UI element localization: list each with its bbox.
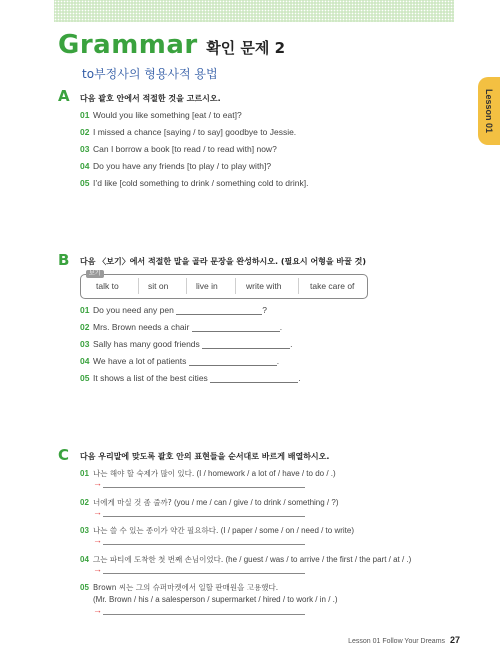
grammar-title: Grammar	[58, 30, 198, 60]
topic-title: to부정사의 형용사적 용법	[82, 67, 218, 81]
section-b-item: 01 Do you need any pen ?	[80, 305, 267, 315]
answer-blank[interactable]	[210, 375, 298, 383]
lesson-tab	[478, 77, 500, 145]
word-box-item: sit on	[148, 281, 169, 291]
word-box-item: live in	[196, 281, 218, 291]
section-a-item: 03 Can I borrow a book [to read / to read with] now?	[80, 144, 277, 154]
word-box-item: write with	[246, 281, 282, 291]
answer-blank[interactable]	[192, 324, 280, 332]
section-b-item: 03 Sally has many good friends .	[80, 339, 293, 349]
section-c-item: 01 나는 해야 할 숙제가 많이 있다. (I / homework / a lot of / have / to do / .)	[80, 469, 336, 478]
section-c-item: 03 나는 쓸 수 있는 종이가 약간 필요하다. (I / paper / some / on / need / to write)	[80, 526, 355, 535]
header-pattern-band	[54, 0, 454, 22]
section-c-item: 02 너에게 마실 것 좀 줄까? (you / me / can / give / to drink / something / ?)	[80, 498, 339, 507]
page-footer	[348, 635, 460, 645]
section-b-letter: B	[58, 251, 70, 269]
section-b-item: 05 It shows a list of the best cities .	[80, 373, 301, 383]
section-c-item: 04 그는 파티에 도착한 첫 번째 손님이었다. (he / guest / was / to arrive / the first / the part / at / .)	[80, 555, 412, 564]
page-number: 27	[449, 635, 460, 645]
section-c-item-hint: (Mr. Brown / his / a salesperson / supermarket / hired / to work / in / .)	[93, 595, 338, 604]
page-header	[58, 30, 285, 60]
word-box-item: take care of	[310, 281, 355, 291]
section-b-item: 04 We have a lot of patients .	[80, 356, 280, 366]
word-box-label: 보기	[86, 270, 104, 278]
section-a-item: 04 Do you have any friends [to play / to play with]?	[80, 161, 272, 171]
word-box-divider	[138, 278, 139, 294]
word-box-item: talk to	[96, 281, 119, 291]
section-a-letter: A	[58, 87, 70, 105]
footer-title: Follow Your Dreams	[382, 638, 446, 645]
answer-blank[interactable]	[202, 341, 290, 349]
word-box-divider	[186, 278, 187, 294]
section-c-item: 05 Brown 씨는 그의 슈퍼마켓에서 일할 판매원을 고용했다.	[80, 583, 279, 592]
answer-blank[interactable]	[176, 307, 262, 315]
section-c-letter: C	[58, 446, 70, 464]
word-box-divider	[235, 278, 236, 294]
section-a-item: 01 Would you like something [eat / to eat]?	[80, 110, 242, 120]
section-a-instruction: 다음 괄호 안에서 적절한 것을 고르시오.	[80, 94, 221, 103]
answer-blank[interactable]	[189, 358, 277, 366]
word-box-divider	[298, 278, 299, 294]
section-a-item: 05 I’d like [cold something to drink / something cold to drink].	[80, 178, 309, 188]
header-subtitle: 확인 문제 2	[206, 39, 286, 57]
section-c-instruction: 다음 우리말에 맞도록 괄호 안의 표현들을 순서대로 바르게 배열하시오.	[80, 452, 330, 461]
lesson-tab-label: Lesson 01	[484, 88, 494, 134]
section-b-item: 02 Mrs. Brown needs a chair .	[80, 322, 283, 332]
section-a-item: 02 I missed a chance [saying / to say] goodbye to Jessie.	[80, 127, 297, 137]
footer-lesson: Lesson 01	[348, 638, 381, 645]
section-b-instruction: 다음 〈보기〉에서 적절한 말을 골라 문장을 완성하시오. (필요시 어형을 바꿀 것)	[80, 257, 367, 266]
